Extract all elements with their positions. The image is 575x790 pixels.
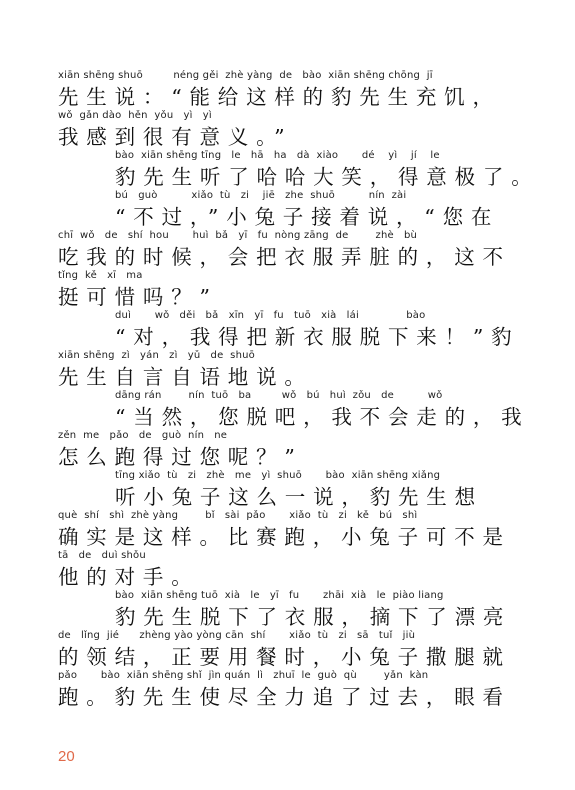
hanzi-row: 吃我的时候，会把衣服弄脏的，这不: [58, 245, 511, 269]
hanzi-row: 豹先生脱下了衣服，摘下了漂亮: [115, 605, 512, 629]
text-line: tā de duì shǒu 他的对手。: [58, 550, 200, 589]
text-line: tǐng kě xī ma 挺可惜吗？”: [58, 270, 218, 309]
hanzi-row: 确实是这样。比赛跑，小兔子可不是: [58, 525, 511, 549]
text-line: xiān shēng shuō néng gěi zhè yàng de bào xiān shēng chōng jī 先生说：“能给这样的豹先生充饥，: [58, 70, 501, 109]
hanzi-row: 挺可惜吗？”: [58, 285, 218, 309]
text-line: duì wǒ děi bǎ xīn yī fu tuō xià lái bào “对，我得把新衣服脱下来！”豹: [115, 310, 520, 349]
text-line: tīng xiǎo tù zi zhè me yì shuō bào xiān shēng xiǎng 听小兔子这么一说，豹先生想: [115, 470, 483, 509]
text-line: zěn me pǎo de guò nín ne 怎么跑得过您呢？”: [58, 430, 303, 469]
hanzi-row: 听小兔子这么一说，豹先生想: [115, 485, 483, 509]
text-line: bào xiān shēng tuō xià le yī fu zhāi xià le piào liang 豹先生脱下了衣服，摘下了漂亮: [115, 590, 512, 629]
hanzi-row: 他的对手。: [58, 565, 200, 589]
text-line: xiān shēng zì yán zì yǔ de shuō 先生自言自语地说。: [58, 350, 313, 389]
text-line: bào xiān shēng tīng le hā ha dà xiào dé yì jí le 豹先生听了哈哈大笑，得意极了。: [115, 150, 540, 189]
text-line: dāng rán nín tuō ba wǒ bú huì zǒu de wǒ “当然，您脱吧，我不会走的，我: [115, 390, 530, 429]
text-line: pǎo bào xiān shēng shǐ jìn quán lì zhuī le guò qù yǎn kàn 跑。豹先生使尽全力追了过去，眼看: [58, 670, 511, 709]
page-number: 20: [58, 748, 75, 765]
hanzi-row: 的领结，正要用餐时，小兔子撒腿就: [58, 645, 511, 669]
text-line: chī wǒ de shí hou huì bǎ yī fu nòng zāng de zhè bù 吃我的时候，会把衣服弄脏的，这不: [58, 230, 511, 269]
hanzi-row: 先生说：“能给这样的豹先生充饥，: [58, 85, 501, 109]
hanzi-row: 豹先生听了哈哈大笑，得意极了。: [115, 165, 540, 189]
hanzi-row: 先生自言自语地说。: [58, 365, 313, 389]
hanzi-row: 跑。豹先生使尽全力追了过去，眼看: [58, 685, 511, 709]
hanzi-row: 怎么跑得过您呢？”: [58, 445, 303, 469]
hanzi-row: 我感到很有意义。”: [58, 125, 293, 149]
hanzi-row: “当然，您脱吧，我不会走的，我: [115, 405, 530, 429]
text-line: què shí shì zhè yàng bǐ sài pǎo xiǎo tù zi kě bú shì 确实是这样。比赛跑，小兔子可不是: [58, 510, 511, 549]
hanzi-row: “对，我得把新衣服脱下来！”豹: [115, 325, 520, 349]
hanzi-row: “不过，”小兔子接着说，“您在: [115, 205, 500, 229]
text-line: wǒ gǎn dào hěn yǒu yì yì 我感到很有意义。”: [58, 110, 293, 149]
text-line: de lǐng jié zhèng yào yòng cān shí xiǎo tù zi sā tuǐ jiù 的领结，正要用餐时，小兔子撒腿就: [58, 630, 511, 669]
text-line: bú guò xiǎo tù zi jiē zhe shuō nín zài “不过，”小兔子接着说，“您在: [115, 190, 500, 229]
